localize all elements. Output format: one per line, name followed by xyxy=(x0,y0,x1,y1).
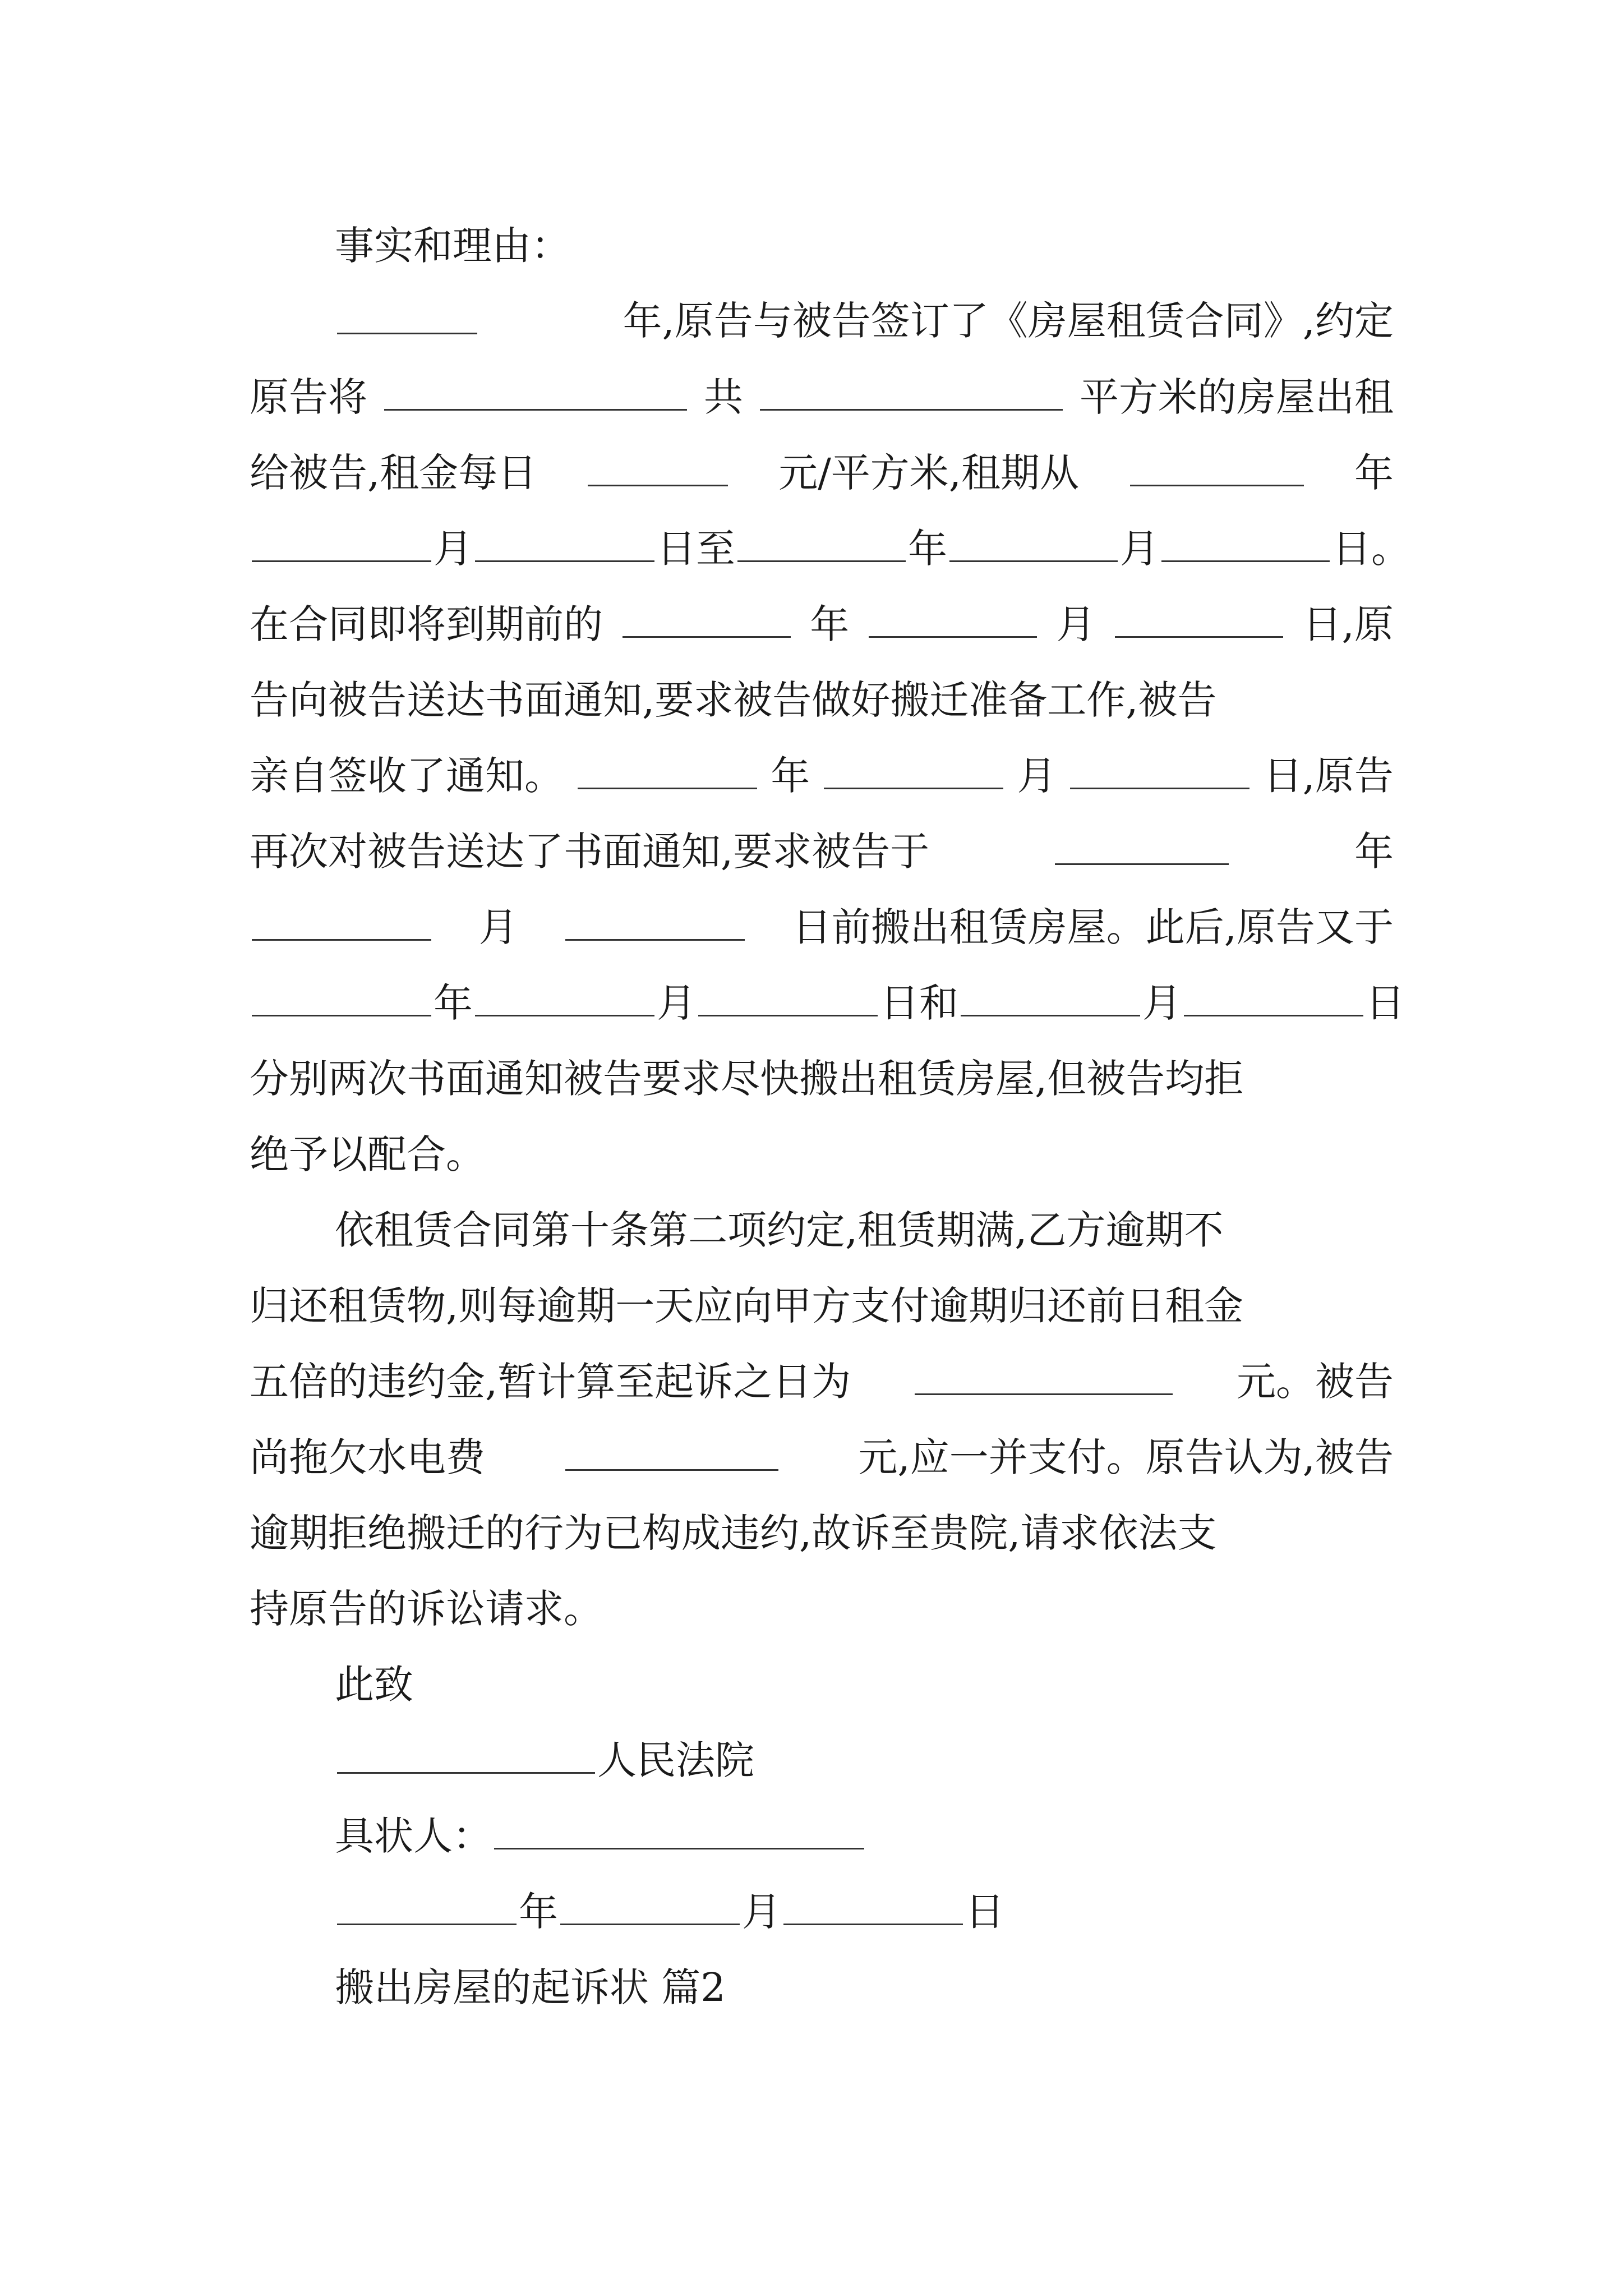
blank-field[interactable] xyxy=(961,981,1140,1016)
paragraph-line xyxy=(250,1424,1394,1491)
facts-heading xyxy=(335,212,1394,279)
paragraph-line xyxy=(250,1575,1394,1642)
paragraph-line xyxy=(250,515,1410,582)
blank-field[interactable] xyxy=(565,905,745,941)
blank-field[interactable] xyxy=(760,375,1063,411)
salutation xyxy=(335,1651,1394,1718)
text: 在合同即将到期前的 xyxy=(250,601,603,647)
blank-field[interactable] xyxy=(252,981,431,1016)
text: 年 xyxy=(771,753,810,799)
section-title xyxy=(335,1954,1394,2021)
blank-field[interactable] xyxy=(384,375,687,411)
text: 分别两次书面通知被告要求尽快搬出租赁房屋,但被告均拒 xyxy=(250,1056,1244,1102)
text: 月 xyxy=(1120,526,1159,572)
text: 共 xyxy=(704,374,743,420)
text: 月 xyxy=(478,904,518,950)
text: 日和 xyxy=(880,980,958,1026)
text: 元。被告 xyxy=(1237,1359,1394,1405)
blank-field[interactable] xyxy=(1130,451,1304,486)
text: 月 xyxy=(742,1889,781,1935)
blank-field[interactable] xyxy=(475,981,654,1016)
paragraph-line xyxy=(250,1121,1394,1188)
text: 日 xyxy=(1366,980,1405,1026)
text: 再次对被告送达了书面通知,要求被告于 xyxy=(250,829,930,875)
blank-field[interactable] xyxy=(1161,527,1330,562)
text: 月 xyxy=(1056,601,1096,647)
blank-field[interactable] xyxy=(623,602,791,638)
blank-field[interactable] xyxy=(1184,981,1363,1016)
court-name-line xyxy=(335,1727,1394,1794)
text: 年,原告与被告签订了《房屋租赁合同》,约定 xyxy=(623,298,1394,344)
text: 年 xyxy=(519,1889,558,1935)
text: 此致 xyxy=(335,1662,413,1708)
blank-field[interactable] xyxy=(1070,754,1249,789)
text: 元,应一并支付。原告认为,被告 xyxy=(858,1434,1394,1480)
blank-field[interactable] xyxy=(252,905,431,941)
text: 年 xyxy=(908,526,947,572)
text: 元/平方米,租期从 xyxy=(778,450,1080,496)
blank-field[interactable] xyxy=(337,1890,517,1925)
paragraph-line xyxy=(250,1348,1394,1415)
text: 归还租赁物,则每逾期一天应向甲方支付逾期归还前日租金 xyxy=(250,1283,1244,1329)
paragraph-line xyxy=(250,364,1394,431)
paragraph-line xyxy=(250,818,1394,885)
blank-field[interactable] xyxy=(475,527,654,562)
paragraph-line xyxy=(335,287,1394,355)
blank-field[interactable] xyxy=(337,299,477,334)
text: 月 xyxy=(657,980,696,1026)
blank-field[interactable] xyxy=(698,981,878,1016)
text: 年 xyxy=(434,980,473,1026)
text: 人民法院 xyxy=(597,1737,754,1783)
text: 日,原告 xyxy=(1263,753,1394,799)
paragraph-line xyxy=(335,1197,1394,1264)
text: 日至 xyxy=(657,526,735,572)
text: 日,原 xyxy=(1302,601,1394,647)
blank-field[interactable] xyxy=(869,602,1037,638)
paragraph-line xyxy=(250,969,1405,1037)
paragraph-line xyxy=(250,666,1394,734)
paragraph-line xyxy=(250,894,1394,961)
blank-field[interactable] xyxy=(578,754,757,789)
text: 持原告的诉讼请求。 xyxy=(250,1586,603,1632)
text: 尚拖欠水电费 xyxy=(250,1434,485,1480)
text: 平方米的房屋出租 xyxy=(1080,374,1394,420)
paragraph-line xyxy=(250,1045,1394,1112)
paragraph-line xyxy=(250,591,1394,658)
plaintiff-signature-line xyxy=(335,1802,1394,1870)
blank-field[interactable] xyxy=(824,754,1003,789)
text: 具状人： xyxy=(335,1813,492,1859)
text: 日 xyxy=(965,1889,1004,1935)
text: 依租赁合同第十条第二项约定,租赁期满,乙方逾期不 xyxy=(335,1207,1224,1253)
blank-field[interactable] xyxy=(337,1738,595,1774)
blank-field[interactable] xyxy=(1115,602,1283,638)
paragraph-line xyxy=(250,1272,1394,1340)
blank-field[interactable] xyxy=(560,1890,740,1925)
text: 月 xyxy=(1142,980,1182,1026)
text: 事实和理由： xyxy=(335,223,570,269)
text: 年 xyxy=(810,601,850,647)
blank-field[interactable] xyxy=(1055,830,1229,865)
date-line xyxy=(335,1878,1394,1945)
text: 五倍的违约金,暂计算至起诉之日为 xyxy=(250,1359,851,1405)
blank-field[interactable] xyxy=(915,1360,1173,1395)
blank-field[interactable] xyxy=(588,451,728,486)
text: 原告将 xyxy=(250,374,367,420)
text: 日。 xyxy=(1332,526,1410,572)
text: 搬出房屋的起诉状 篇2 xyxy=(335,1964,726,2010)
paragraph-line xyxy=(250,1499,1394,1567)
text: 给被告,租金每日 xyxy=(250,450,537,496)
text: 年 xyxy=(1354,450,1394,496)
blank-field[interactable] xyxy=(565,1435,778,1471)
blank-field[interactable] xyxy=(494,1814,864,1849)
paragraph-line xyxy=(250,439,1394,507)
blank-field[interactable] xyxy=(252,527,431,562)
text: 月 xyxy=(1017,753,1057,799)
text: 日前搬出租赁房屋。此后,原告又于 xyxy=(792,904,1394,950)
text: 逾期拒绝搬迁的行为已构成违约,故诉至贵院,请求依法支 xyxy=(250,1510,1217,1556)
blank-field[interactable] xyxy=(783,1890,963,1925)
blank-field[interactable] xyxy=(949,527,1118,562)
text: 绝予以配合。 xyxy=(250,1131,485,1177)
text: 月 xyxy=(434,526,473,572)
text: 年 xyxy=(1354,829,1394,875)
blank-field[interactable] xyxy=(737,527,906,562)
text: 亲自签收了通知。 xyxy=(250,753,564,799)
text: 告向被告送达书面通知,要求被告做好搬迁准备工作,被告 xyxy=(250,677,1217,723)
paragraph-line xyxy=(250,742,1394,809)
